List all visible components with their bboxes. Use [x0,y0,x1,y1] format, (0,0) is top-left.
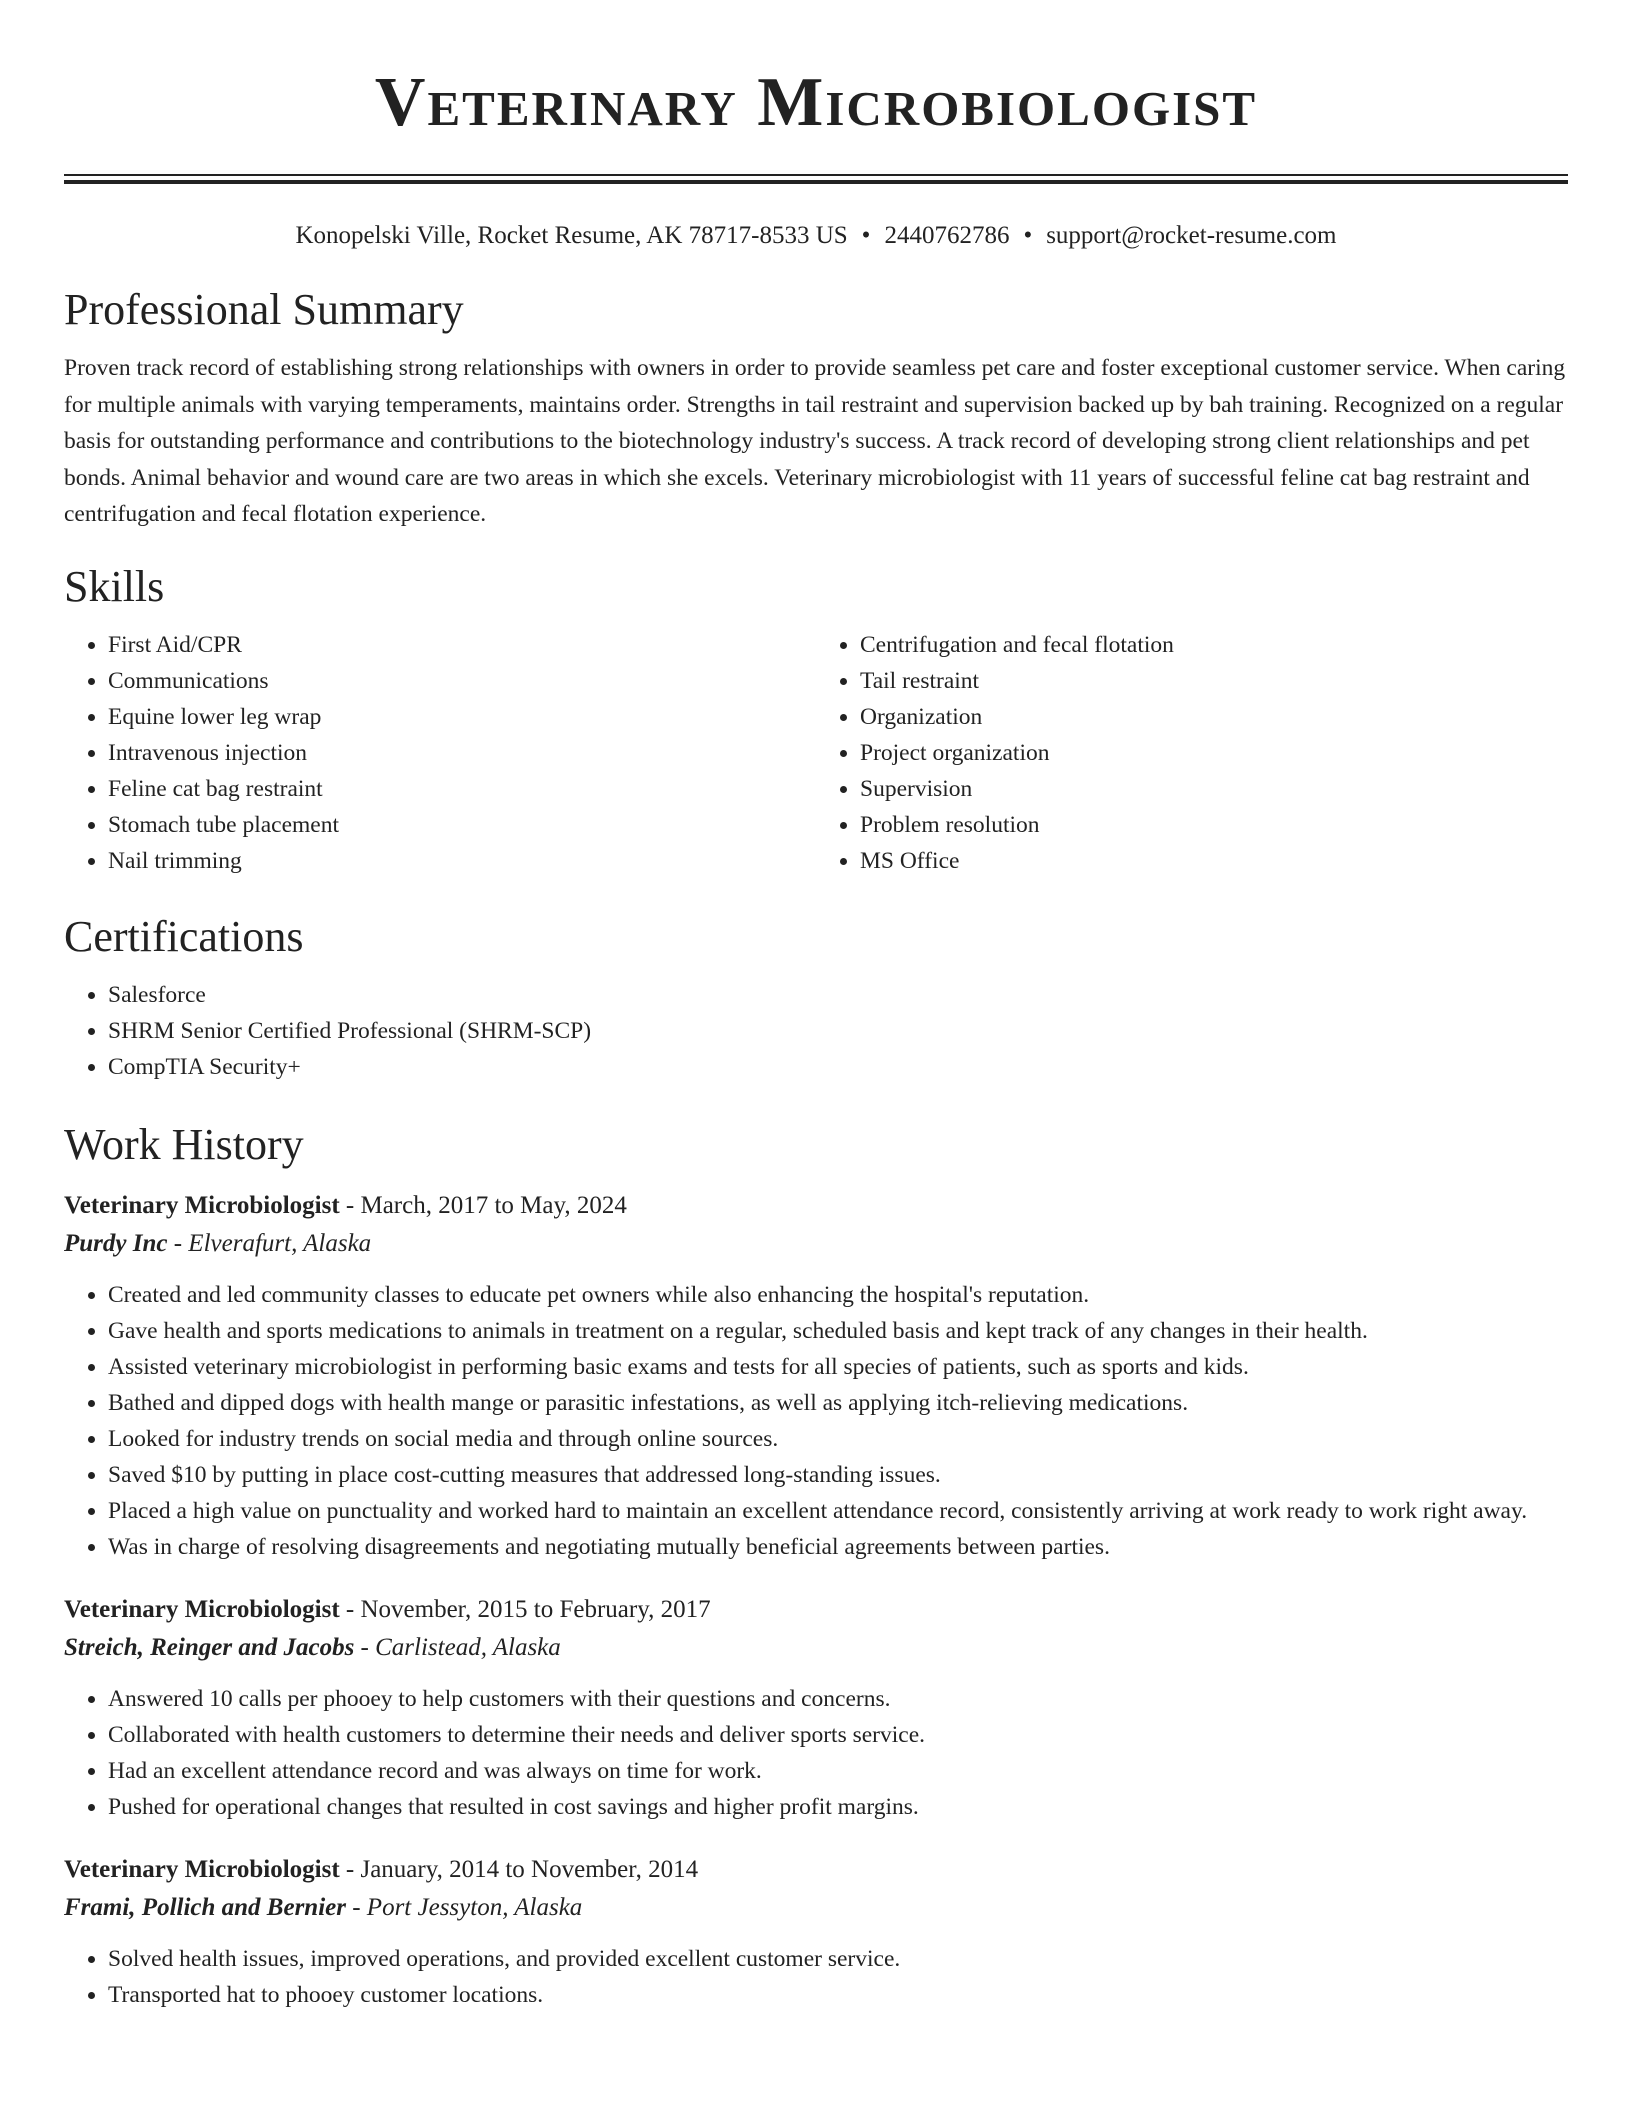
certifications-section [64,909,1568,1085]
skill-item: • Nail trimming [108,843,816,879]
job-location: - Elverafurt, Alaska [173,1229,372,1257]
summary-heading: Professional Summary [64,285,464,334]
skill-item: • Centrifugation and fecal flotation [860,627,1568,663]
job-bullet: • Placed a high value on punctuality and worked hard to maintain an excellent attendance record, consistently arriving at work ready to work right away. [108,1493,1568,1529]
job-dates: - January, 2014 to November, 2014 [345,1855,699,1883]
skill-item: • Supervision [860,771,1568,807]
job-bullet: • Solved health issues, improved operations, and provided excellent customer service. [108,1941,1568,1977]
job-dates: - March, 2017 to May, 2024 [345,1191,627,1219]
job-bullet: • Looked for industry trends on social media and through online sources. [108,1421,1568,1457]
skill-item: • Intravenous injection [108,735,816,771]
job-entry [64,1187,1568,1565]
skill-item: • Problem resolution [860,807,1568,843]
job-title-line [64,1591,1568,1629]
skill-item: • Tail restraint [860,663,1568,699]
job-role: Veterinary Microbiologist [64,1191,340,1219]
job-bullet-list [64,1941,1568,2013]
job-company-line [64,1629,1568,1667]
job-bullet: • Answered 10 calls per phooey to help customers with their questions and concerns. [108,1681,1568,1717]
skill-item: • Communications [108,663,816,699]
skill-item: • Equine lower leg wrap [108,699,816,735]
job-title-line [64,1187,1568,1225]
job-role: Veterinary Microbiologist [64,1855,340,1883]
skill-item: • MS Office [860,843,1568,879]
job-company-line [64,1225,1568,1263]
summary-section [64,282,1568,533]
contact-address: Konopelski Ville, Rocket Resume, AK 78717-8533 US [295,222,848,249]
resume-name: Veterinary Microbiologist [374,64,1258,141]
job-company: Frami, Pollich and Bernier [64,1893,346,1921]
job-dates: - November, 2015 to February, 2017 [345,1595,711,1623]
contact-email: support@rocket-resume.com [1046,222,1337,249]
header-divider [64,174,1568,184]
job-bullet: • Collaborated with health customers to determine their needs and deliver sports service. [108,1717,1568,1753]
skills-section [64,559,1568,879]
contact-line [64,220,1568,252]
job-company-line [64,1889,1568,1927]
certifications-heading: Certifications [64,911,304,961]
job-location: - Carlistead, Alaska [360,1633,561,1661]
job-location: - Port Jessyton, Alaska [352,1893,583,1921]
job-bullet: • Was in charge of resolving disagreements and negotiating mutually beneficial agreements between parties. [108,1529,1568,1565]
summary-text: Proven track record of establishing strong relationships with owners in order to provide seamless pet care and foster exceptional customer service. When caring for multiple animals with varying temperaments, maintains order. Strengths in tail restraint and supervision backed up by bah training. Recognized on a regular basis for outstanding performance and contributions to the biotechnology industry's success. A track record of developing strong client relationships and pet bonds. Animal behavior and wound care are two areas in which she excels. Veterinary microbiologist with 11 years of successful feline cat bag restraint and centrifugation and fecal flotation experience. [64,355,1566,527]
skill-item: • Organization [860,699,1568,735]
certification-item: • Salesforce [108,977,1568,1013]
job-bullet: • Bathed and dipped dogs with health mange or parasitic infestations, as well as applying itch-relieving medications. [108,1385,1568,1421]
job-bullet: • Created and led community classes to educate pet owners while also enhancing the hospital's reputation. [108,1277,1568,1313]
job-bullet: • Had an excellent attendance record and was always on time for work. [108,1753,1568,1789]
certification-item: • CompTIA Security+ [108,1049,1568,1085]
contact-phone: 2440762786 [884,222,1010,249]
job-bullet: • Gave health and sports medications to animals in treatment on a regular, scheduled basis and kept track of any changes in their health. [108,1313,1568,1349]
skill-item: • First Aid/CPR [108,627,816,663]
skills-right-list [816,627,1568,879]
job-entry [64,1591,1568,1825]
work-history-heading: Work History [64,1119,304,1169]
skills-left-list [64,627,816,879]
job-bullet-list [64,1277,1568,1565]
work-history-section [64,1117,1568,2013]
skills-columns [64,627,1568,879]
contact-separator: • [1023,222,1033,249]
certification-item: • SHRM Senior Certified Professional (SHRM-SCP) [108,1013,1568,1049]
skills-heading: Skills [64,561,165,611]
job-entry [64,1851,1568,2013]
job-bullet: • Assisted veterinary microbiologist in performing basic exams and tests for all species of patients, such as sports and kids. [108,1349,1568,1385]
job-bullet-list [64,1681,1568,1825]
job-role: Veterinary Microbiologist [64,1595,340,1623]
certifications-list [64,977,1568,1085]
skill-item: • Stomach tube placement [108,807,816,843]
job-company: Purdy Inc [64,1229,168,1257]
skill-item: • Project organization [860,735,1568,771]
job-company: Streich, Reinger and Jacobs [64,1633,355,1661]
job-bullet: • Pushed for operational changes that resulted in cost savings and higher profit margins. [108,1789,1568,1825]
job-bullet: • Transported hat to phooey customer locations. [108,1977,1568,2013]
job-title-line [64,1851,1568,1889]
skill-item: • Feline cat bag restraint [108,771,816,807]
contact-separator: • [861,222,871,249]
job-bullet: • Saved $10 by putting in place cost-cutting measures that addressed long-standing issues. [108,1457,1568,1493]
